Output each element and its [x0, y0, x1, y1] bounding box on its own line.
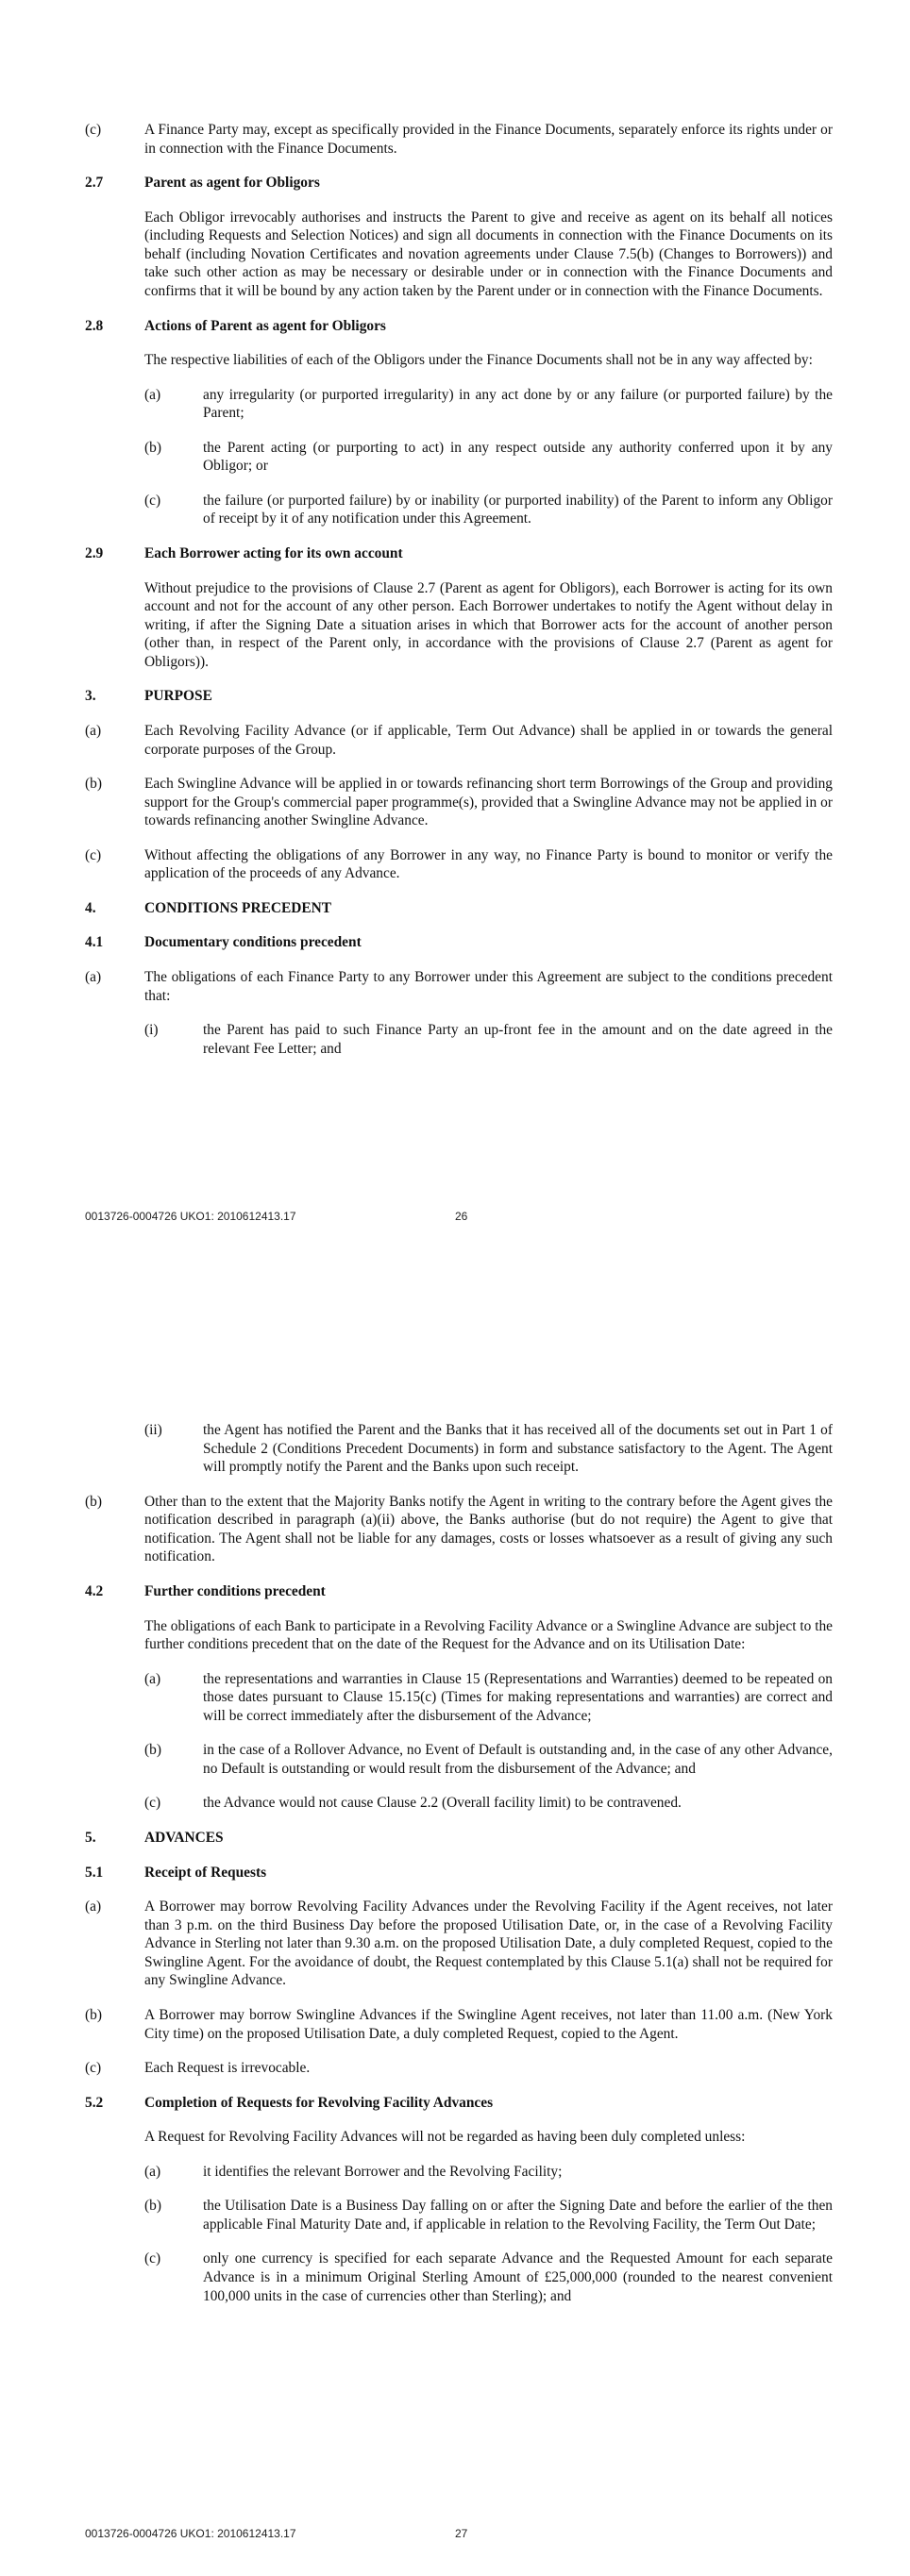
item-number: (c) [144, 492, 161, 509]
clause-title: CONDITIONS PRECEDENT [144, 899, 331, 916]
clause-2-8-body [144, 351, 833, 370]
item-text: the failure (or purported failure) by or inability (or purported inability) of the Parent to inform any Obligor of receipt by it of any notification under this Agreement. [203, 492, 833, 527]
paragraph-number: (c) [85, 122, 102, 138]
paragraph-text: Without prejudice to the provisions of Clause 2.7 (Parent as agent for Obligors), each Borrower is acting for its own account and not for the account of any other person. Each Borrower undertakes to notify the Agent without delay in writing, if after the Signing Date a situation arises in which that Borrower acts for the account of another person (other than, in respect of the Parent only, in accordance with the provisions of Clause 2.7 (Parent as agent for Obligors)). [144, 579, 833, 670]
clause-4-2-item-a [144, 1670, 833, 1726]
item-text: in the case of a Rollover Advance, no Event of Default is outstanding and, in the case of any other Advance, no Default is outstanding or would result from the disbursement of the Advance; and [203, 1742, 833, 1777]
clause-number: 4.2 [85, 1582, 104, 1599]
document-reference: 0013726-0004726 UKO1: 2010612413.17 [85, 1210, 296, 1223]
item-text: any irregularity (or purported irregularity) in any act done by or any failure (or purported failure) by the Parent; [203, 386, 833, 422]
item-text: the Agent has notified the Parent and the Banks that it has received all of the documents set out in Part 1 of Schedule 2 (Conditions Precedent Documents) in form and substance satisfactory to the Agent. The Agent will promptly notify the Parent and the Banks upon such receipt. [203, 1422, 833, 1476]
item-number: (c) [144, 2250, 161, 2267]
clause-heading-4-2 [85, 1582, 833, 1601]
item-text: the Advance would not cause Clause 2.2 (Overall facility limit) to be contravened. [203, 1795, 682, 1812]
clause-5-1-item-b [85, 2006, 833, 2043]
document-page-27 [0, 1378, 910, 2576]
clause-title: Each Borrower acting for its own account [144, 545, 403, 561]
item-number: (c) [144, 1795, 161, 1812]
paragraph-text: Each Obligor irrevocably authorises and instructs the Parent to give and receive as agent on its behalf all notices (including Requests and Selection Notices) and sign all documents in connection with the Finance Documents on its behalf (including Novation Certificates and novation agreements under Clause 7.5(b) (Changes to Borrowers)) and take such other action as may be necessary or desirable under or in connection with the Finance Documents and confirms that it will be bound by any action taken by the Parent under or in connection with the Finance Documents. [144, 209, 833, 299]
clause-5-2-item-b [144, 2197, 833, 2233]
clause-number: 2.7 [85, 175, 104, 192]
item-number: (a) [85, 1899, 102, 1915]
item-text: the Parent has paid to such Finance Party an up-front fee in the amount and on the date agreed in the relevant Fee Letter; and [203, 1022, 833, 1057]
clause-title: ADVANCES [144, 1830, 224, 1846]
paragraph-text: The respective liabilities of each of the Obligors under the Finance Documents shall not be in any way affected by: [144, 352, 813, 369]
item-text: the Parent acting (or purporting to act) in any respect outside any authority conferred upon it by any Obligor; or [203, 439, 833, 475]
clause-heading-4-1 [85, 933, 833, 952]
item-text: Each Revolving Facility Advance (or if applicable, Term Out Advance) shall be applied in or towards the general corporate purposes of the Group. [144, 722, 833, 758]
paragraph-text: A Finance Party may, except as specifically provided in the Finance Documents, separately enforce its rights under or in connection with the Finance Documents. [144, 122, 833, 157]
item-text: it identifies the relevant Borrower and the Revolving Facility; [203, 2163, 563, 2180]
document-page-26 [0, 0, 910, 1227]
item-text: A Borrower may borrow Swingline Advances if the Swingline Agent receives, not later than 11.00 a.m. (New York City time) on the proposed Utilisation Date, a duly completed Request, copied to the Agent. [144, 2006, 833, 2042]
document-reference: 0013726-0004726 UKO1: 2010612413.17 [85, 2527, 296, 2540]
clause-number: 4.1 [85, 934, 104, 951]
item-number: (b) [85, 2006, 102, 2023]
clause-5-2-item-a [144, 2163, 833, 2182]
clause-heading-2-9 [85, 544, 833, 563]
clause-title: Completion of Requests for Revolving Facility Advances [144, 2094, 494, 2111]
clause-3-item-b [85, 775, 833, 830]
clause-4-1-item-a-ii [144, 1421, 833, 1477]
page-content [85, 121, 833, 1074]
item-number: (b) [144, 1742, 161, 1759]
item-text: The obligations of each Finance Party to any Borrower under this Agreement are subject to the conditions precedent that: [144, 969, 833, 1004]
clause-4-2-item-c [144, 1794, 833, 1813]
clause-heading-3 [85, 687, 833, 706]
clause-4-2-item-b [144, 1741, 833, 1778]
item-number: (b) [85, 1493, 102, 1510]
item-number: (b) [144, 439, 161, 456]
clause-3-item-c [85, 846, 833, 883]
clause-title: Parent as agent for Obligors [144, 175, 320, 192]
clause-number: 5.2 [85, 2094, 104, 2111]
clause-5-2-item-c [144, 2250, 833, 2305]
clause-heading-4 [85, 899, 833, 918]
item-text: the Utilisation Date is a Business Day falling on or after the Signing Date and before the earlier of the then applicable Final Maturity Date and, if applicable in relation to the Revolving Facility, the Term Out Date; [203, 2198, 833, 2233]
clause-heading-5 [85, 1829, 833, 1848]
item-text: Without affecting the obligations of any Borrower in any way, no Finance Party is bound to monitor or verify the application of the proceeds of any Advance. [144, 846, 833, 882]
clause-2-8-item-b [144, 439, 833, 476]
item-text: only one currency is specified for each separate Advance and the Requested Amount for each separate Advance is in a minimum Original Sterling Amount of £25,000,000 (rounded to the nearest convenient 100,000 units in the case of currencies other than Sterling); and [203, 2250, 833, 2304]
clause-2-8-item-c [144, 492, 833, 528]
clause-4-1-item-a-i [144, 1021, 833, 1058]
item-text: Each Request is irrevocable. [144, 2060, 311, 2077]
item-number: (c) [85, 846, 102, 863]
item-number: (c) [85, 2060, 102, 2077]
clause-5-1-item-a [85, 1898, 833, 1990]
item-number: (ii) [144, 1422, 162, 1438]
item-number: (b) [85, 776, 102, 793]
clause-number: 2.8 [85, 317, 104, 334]
item-number: (a) [144, 386, 161, 403]
clause-4-1-item-b [85, 1493, 833, 1566]
clause-number: 2.9 [85, 545, 104, 561]
item-number: (a) [144, 1670, 161, 1687]
item-number: (a) [85, 722, 102, 739]
clause-3-item-a [85, 722, 833, 759]
clause-title: Actions of Parent as agent for Obligors [144, 317, 386, 334]
paragraph-text: The obligations of each Bank to participate in a Revolving Facility Advance or a Swingline Advance are subject to the further conditions precedent that on the date of the Request for the Advance and on its Utilisation Date: [144, 1617, 833, 1653]
clause-number: 5.1 [85, 1864, 104, 1881]
item-number: (a) [85, 969, 102, 985]
item-text: Other than to the extent that the Majority Banks notify the Agent in writing to the contrary before the Agent gives the notification described in paragraph (a)(ii) above, the Banks authorise (but do not require) the Agent to give that notification. The Agent shall not be liable for any damages, costs or losses whatsoever as a result of giving any such notification. [144, 1493, 833, 1565]
clause-title: Further conditions precedent [144, 1582, 326, 1599]
clause-number: 3. [85, 688, 96, 705]
item-number: (b) [144, 2198, 161, 2215]
clause-heading-5-2 [85, 2094, 833, 2113]
item-number: (i) [144, 1022, 159, 1039]
item-text: the representations and warranties in Clause 15 (Representations and Warranties) deemed to be repeated on those dates pursuant to Clause 15.15(c) (Times for making representations and warranties) are correct and will be correct immediately after the disbursement of the Advance; [203, 1670, 833, 1724]
clause-number: 5. [85, 1830, 96, 1846]
item-text: Each Swingline Advance will be applied in or towards refinancing short term Borrowings of the Group and providing support for the Group's commercial paper programme(s), provided that a Swingline Advance may not be applied in or towards refinancing another Swingline Advance. [144, 776, 833, 829]
clause-heading-2-7 [85, 174, 833, 192]
page-number: 26 [455, 1210, 468, 1223]
clause-5-2-body [144, 2128, 833, 2147]
clause-4-1-item-a [85, 968, 833, 1005]
clause-title: PURPOSE [144, 688, 212, 705]
clause-heading-2-8 [85, 317, 833, 336]
clause-2-7-body [144, 209, 833, 301]
clause-2-9-body [144, 579, 833, 672]
page-content [85, 1421, 833, 2321]
clause-title: Receipt of Requests [144, 1864, 267, 1881]
page-number: 27 [455, 2527, 468, 2540]
clause-4-2-body [144, 1617, 833, 1654]
clause-heading-5-1 [85, 1864, 833, 1882]
clause-2-8-item-a [144, 386, 833, 423]
clause-5-1-item-c [85, 2059, 833, 2078]
clause-number: 4. [85, 899, 96, 916]
paragraph-c-finance-party [85, 121, 833, 158]
clause-title: Documentary conditions precedent [144, 934, 362, 951]
item-text: A Borrower may borrow Revolving Facility Advances under the Revolving Facility if the Agent receives, not later than 3 p.m. on the third Business Day before the proposed Utilisation Date, or, in the case of a Revolving Facility Advance in Sterling not later than 9.30 a.m. on the proposed Utilisation Date, a duly completed Request, copied to the Swingline Agent. For the avoidance of doubt, the Request contemplated by this Clause 5.1(a) shall not be required for any Swingline Advance. [144, 1899, 833, 1989]
paragraph-text: A Request for Revolving Facility Advances will not be regarded as having been duly completed unless: [144, 2129, 746, 2146]
item-number: (a) [144, 2163, 161, 2180]
